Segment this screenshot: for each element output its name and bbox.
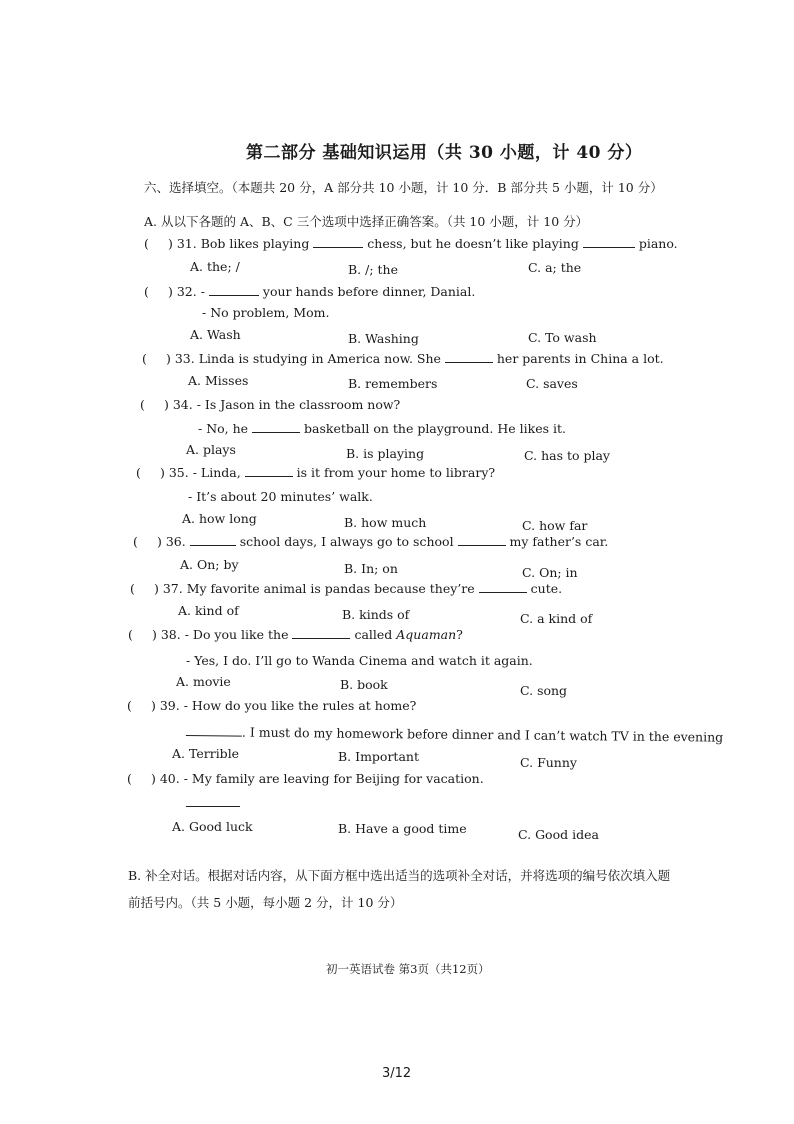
- question-number: ) 38.: [152, 627, 181, 642]
- answer-paren[interactable]: (: [133, 534, 138, 549]
- question-number: ) 36.: [157, 534, 186, 549]
- section-title: 第二部分 基础知识运用（共 30 小题，计 40 分）: [246, 143, 643, 163]
- blank: [209, 285, 259, 296]
- option-a: A. how long: [182, 511, 257, 526]
- option-a: A. movie: [176, 674, 231, 689]
- blank: [252, 422, 300, 433]
- option-a: A. plays: [186, 442, 236, 457]
- section-six-heading: 六、选择填空。（本题共 20 分，A 部分共 10 小题，计 10 分．B 部分共 5 小题，计 10 分）: [144, 180, 663, 195]
- blank: [583, 237, 635, 248]
- option-c: C. Funny: [520, 755, 577, 770]
- question-31: ( ) 31. Bob likes playing chess, but he doesn’t like playing piano.: [144, 236, 678, 251]
- option-b: B. remembers: [348, 376, 438, 391]
- option-c: C. a kind of: [520, 611, 593, 626]
- option-a: A. kind of: [178, 603, 239, 618]
- question-number: ) 39.: [151, 698, 180, 713]
- blank: [186, 806, 240, 807]
- answer-paren[interactable]: (: [127, 698, 132, 713]
- question-32: ( ) 32. - your hands before dinner, Danial.: [144, 284, 476, 299]
- option-a: A. the; /: [190, 259, 240, 274]
- option-c: C. saves: [526, 376, 578, 391]
- blank: [445, 352, 493, 363]
- question-number: ) 32.: [168, 284, 197, 299]
- option-b: B. is playing: [346, 446, 425, 461]
- part-a-heading: A. 从以下各题的 A、B、C 三个选项中选择正确答案。（共 10 小题，计 10 分）: [144, 214, 589, 229]
- question-34: ( ) 34. - Is Jason in the classroom now?: [140, 397, 401, 412]
- option-c: C. To wash: [528, 330, 597, 345]
- response-line: - No problem, Mom.: [202, 305, 330, 320]
- page-number: 3/12: [382, 1066, 412, 1081]
- blank: [190, 535, 236, 546]
- question-35: ( ) 35. - Linda, is it from your home to library?: [136, 465, 496, 480]
- question-38: ( ) 38. - Do you like the called Aquaman?: [128, 627, 463, 642]
- blank: [245, 466, 293, 477]
- option-b: B. how much: [344, 515, 427, 530]
- answer-paren[interactable]: (: [140, 397, 145, 412]
- question-number: ) 40.: [151, 771, 180, 786]
- answer-paren[interactable]: (: [127, 771, 132, 786]
- question-33: ( ) 33. Linda is studying in America now. She her parents in China a lot.: [142, 351, 664, 366]
- question-number: ) 31.: [168, 236, 197, 251]
- blank: [313, 237, 363, 248]
- question-number: ) 35.: [160, 465, 189, 480]
- option-c: C. how far: [522, 518, 588, 533]
- blank: [186, 725, 242, 737]
- option-c: C. song: [520, 683, 568, 698]
- question-37: ( ) 37. My favorite animal is pandas because they’re cute.: [130, 581, 563, 596]
- option-b: B. In; on: [344, 561, 398, 576]
- option-c: C. On; in: [522, 565, 578, 580]
- question-number: ) 37.: [154, 581, 183, 596]
- option-b: B. book: [340, 677, 388, 692]
- option-b: B. Have a good time: [338, 821, 467, 836]
- option-b: B. Important: [338, 749, 419, 764]
- option-a: A. Good luck: [172, 819, 253, 834]
- question-40: ( ) 40. - My family are leaving for Beijing for vacation.: [127, 771, 484, 786]
- question-number: ) 34.: [164, 397, 193, 412]
- response-line: - Yes, I do. I’ll go to Wanda Cinema and watch it again.: [186, 653, 533, 668]
- option-c: C. has to play: [524, 448, 610, 463]
- question-39: ( ) 39. - How do you like the rules at home?: [127, 698, 417, 713]
- response-line: - It’s about 20 minutes’ walk.: [188, 489, 373, 504]
- answer-paren[interactable]: (: [130, 581, 135, 596]
- option-b: B. kinds of: [342, 607, 410, 622]
- option-b: B. Washing: [348, 331, 419, 346]
- part-b-heading: B. 补全对话。根据对话内容，从下面方框中选出适当的选项补全对话，并将选项的编号依次填入题: [128, 868, 671, 883]
- answer-paren[interactable]: (: [144, 236, 149, 251]
- option-a: A. Misses: [188, 373, 249, 388]
- option-a: A. Terrible: [172, 746, 240, 761]
- option-c: C. a; the: [528, 260, 582, 275]
- answer-paren[interactable]: (: [142, 351, 147, 366]
- blank: [458, 535, 506, 546]
- answer-paren[interactable]: (: [144, 284, 149, 299]
- answer-paren[interactable]: (: [128, 627, 133, 642]
- blank: [479, 582, 527, 593]
- option-b: B. /; the: [348, 262, 398, 277]
- option-c: C. Good idea: [518, 827, 599, 842]
- question-number: ) 33.: [166, 351, 195, 366]
- option-a: A. On; by: [180, 557, 239, 572]
- part-b-heading-cont: 前括号内。（共 5 小题，每小题 2 分，计 10 分）: [128, 895, 403, 910]
- option-a: A. Wash: [190, 327, 241, 342]
- question-36: ( ) 36. school days, I always go to school my father’s car.: [133, 534, 609, 549]
- blank: [292, 628, 350, 639]
- page-footer: 初一英语试卷 第3页（共12页）: [326, 962, 490, 976]
- response-line: - No, he basketball on the playground. He likes it.: [198, 421, 567, 436]
- answer-paren[interactable]: (: [136, 465, 141, 480]
- response-line: . I must do my homework before dinner and I can’t watch TV in the evening: [186, 724, 723, 745]
